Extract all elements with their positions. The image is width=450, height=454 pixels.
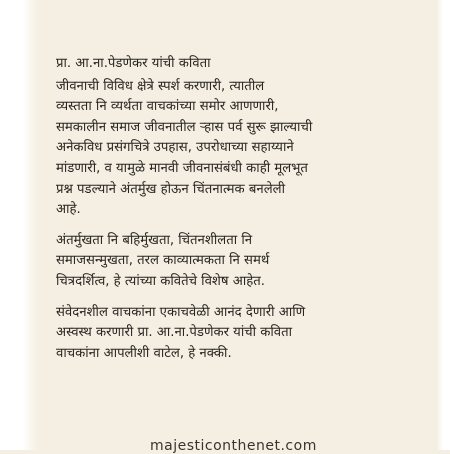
text-line: अनेकविध प्रसंगचित्रे उपहास, उपरोधाच्या सहाय्याने xyxy=(56,140,294,156)
document-title: प्रा. आ.ना.पेडणेकर यांची कविता xyxy=(56,56,211,71)
text-line: अंतर्मुखता नि बहिर्मुखता, चिंतनशीलता नि xyxy=(56,232,253,248)
scan-margin-left xyxy=(0,0,38,450)
text-line: मांडणारी, व यामुळे मानवी जीवनासंबंधी काही मूलभूत xyxy=(56,160,308,176)
text-line: संवेदनशील वाचकांना एकाचवेळी आनंद देणारी आणि xyxy=(56,304,306,320)
text-line: समाजसन्मुखता, तरल काव्यात्मकता नि समर्थ xyxy=(56,253,270,269)
text-line: वाचकांना आपलीशी वाटेल, हे नक्की. xyxy=(56,345,232,361)
paragraph-1 xyxy=(56,77,426,221)
text-line: व्यस्तता नि व्यर्थता वाचकांच्या समोर आणणारी, xyxy=(56,99,279,115)
paragraph-3 xyxy=(56,303,426,365)
book-back-cover-text xyxy=(56,54,426,374)
text-line: समकालीन समाज जीवनातील ऱ्हास पर्व सुरू झाल्याची xyxy=(56,119,313,135)
text-line: जीवनाची विविध क्षेत्रे स्पर्श करणारी, त्यातील xyxy=(56,78,265,94)
text-line: चित्रदर्शित्व, हे त्यांच्या कवितेचे विशेष आहेत. xyxy=(56,273,265,289)
text-line: अस्वस्थ करणारी प्रा. आ.ना.पेडणेकर यांची कविता xyxy=(56,325,293,341)
watermark-footer: majesticonthenet.com xyxy=(150,438,317,454)
text-line: प्रश्न पडल्याने अंतर्मुख होऊन चिंतनात्मक बनलेली xyxy=(56,181,286,197)
text-line: आहे. xyxy=(56,202,81,218)
scan-margin-right xyxy=(436,0,450,450)
paragraph-2 xyxy=(56,231,426,293)
